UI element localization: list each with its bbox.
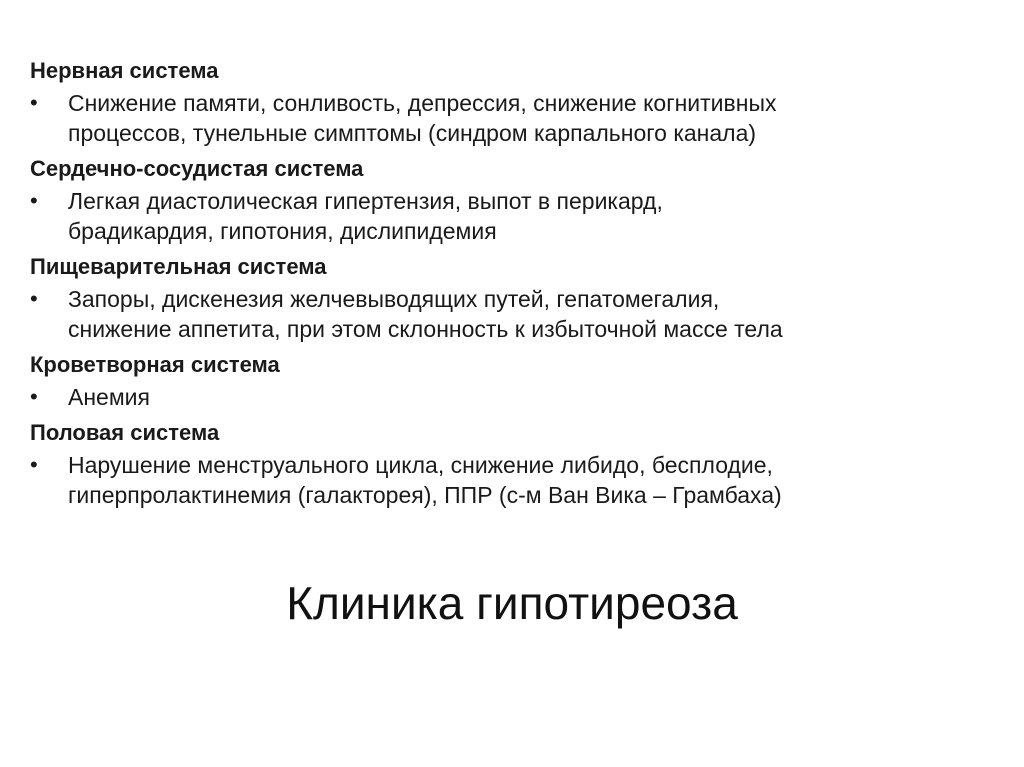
- section-heading: Кроветворная система: [30, 352, 280, 377]
- bullet-item: [30, 186, 990, 246]
- bullet-text-line: гиперпролактинемия (галакторея), ППР (с-м Ван Вика – Грамбаха): [68, 482, 782, 508]
- bullet-item: [30, 88, 990, 148]
- bullet-item: [30, 284, 990, 344]
- section-cardiovascular-system: [30, 152, 990, 246]
- bullet-marker: •: [30, 286, 38, 311]
- section-heading: Половая система: [30, 420, 220, 445]
- bullet-text-line: процессов, тунельные симптомы (синдром карпального канала): [68, 120, 757, 146]
- bullet-text-line: брадикардия, гипотония, дислипидемия: [68, 218, 497, 244]
- section-nervous-system: [30, 54, 990, 148]
- section-hematopoietic-system: [30, 348, 990, 412]
- section-heading: Сердечно-сосудистая система: [30, 156, 364, 181]
- bullet-marker: •: [30, 384, 38, 409]
- section-reproductive-system: [30, 416, 990, 510]
- section-digestive-system: [30, 250, 990, 344]
- bullet-item: [30, 450, 990, 510]
- bullet-text-line: Анемия: [68, 384, 150, 410]
- bullet-text-line: Легкая диастолическая гипертензия, выпот в перикард,: [68, 188, 663, 214]
- slide-body: [30, 54, 990, 514]
- bullet-item: [30, 382, 990, 412]
- section-heading: Нервная система: [30, 58, 219, 83]
- bullet-text-line: Запоры, дискенезия желчевыводящих путей, гепатомегалия,: [68, 286, 720, 312]
- bullet-marker: •: [30, 452, 38, 477]
- bullet-text-line: снижение аппетита, при этом склонность к избыточной массе тела: [68, 316, 783, 342]
- bullet-marker: •: [30, 90, 38, 115]
- bullet-text-line: Нарушение менструального цикла, снижение либидо, бесплодие,: [68, 452, 773, 478]
- section-heading: Пищеварительная система: [30, 254, 327, 279]
- bullet-text-line: Снижение памяти, сонливость, депрессия, снижение когнитивных: [68, 90, 777, 116]
- slide-title: Клиника гипотиреоза: [286, 577, 738, 629]
- bullet-marker: •: [30, 188, 38, 213]
